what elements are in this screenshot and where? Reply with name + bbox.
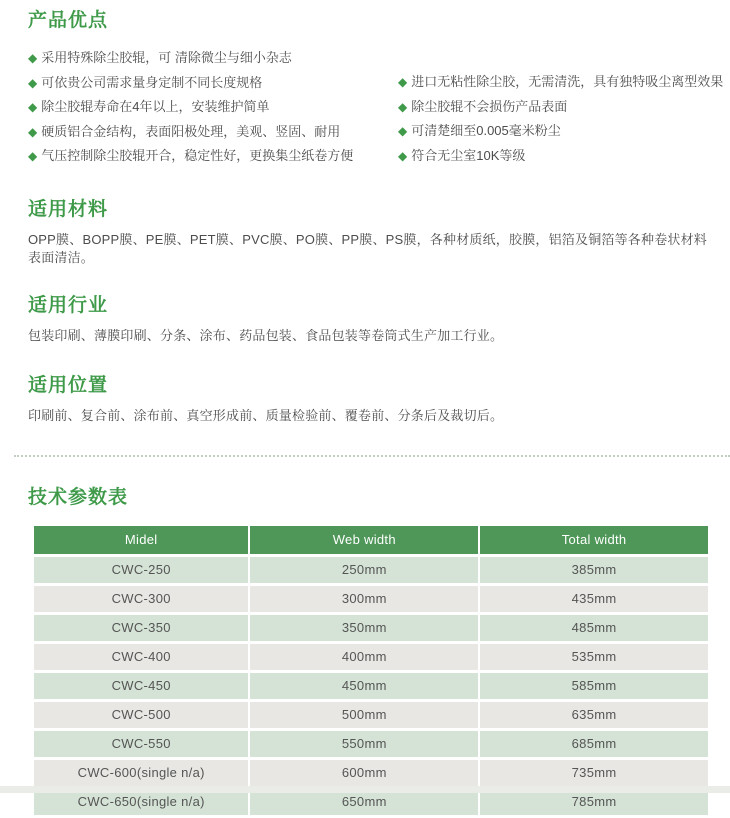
advantage-item — [398, 144, 723, 169]
table-row — [34, 702, 708, 728]
section-specs — [28, 485, 710, 818]
section-title-materials: 适用材料 — [28, 198, 109, 220]
section-advantages — [28, 8, 724, 169]
advantage-text: 硬质铝合金结构，表面阳极处理，美观、竖固、耐用 — [41, 123, 341, 139]
advantage-item — [28, 120, 398, 145]
advantage-text: 除尘胶辊不会损伤产品表面 — [411, 98, 568, 114]
advantages-left-list — [28, 46, 398, 169]
table-cell: 250mm — [250, 557, 478, 583]
table-cell: CWC-400 — [34, 644, 248, 670]
table-row — [34, 731, 708, 757]
table-cell: 485mm — [480, 615, 708, 641]
table-row — [34, 673, 708, 699]
advantage-item — [398, 95, 723, 120]
table-cell: 550mm — [250, 731, 478, 757]
section-industries — [28, 293, 710, 345]
table-cell: 500mm — [250, 702, 478, 728]
diamond-bullet-icon: ◆ — [28, 149, 38, 163]
specs-header-cell: Midel — [34, 526, 248, 554]
diamond-bullet-icon: ◆ — [398, 99, 408, 114]
advantage-text: 除尘胶辊寿命在4年以上，安装维护简单 — [41, 99, 270, 114]
specs-table-body — [34, 557, 708, 815]
advantage-item — [28, 46, 398, 71]
table-cell: 385mm — [480, 557, 708, 583]
table-cell: CWC-500 — [34, 702, 248, 728]
table-cell: 685mm — [480, 731, 708, 757]
diamond-bullet-icon: ◆ — [398, 148, 408, 163]
advantage-item — [28, 144, 398, 169]
section-materials — [28, 197, 710, 267]
table-cell: 435mm — [480, 586, 708, 612]
section-positions — [28, 373, 710, 425]
table-cell: CWC-300 — [34, 586, 248, 612]
table-cell: CWC-550 — [34, 731, 248, 757]
diamond-bullet-icon: ◆ — [398, 75, 408, 89]
advantages-bullets — [28, 46, 724, 169]
advantage-text: 符合无尘室10K等级 — [411, 147, 526, 163]
table-row — [34, 615, 708, 641]
section-title-advantages: 产品优点 — [28, 10, 109, 31]
footer-strip — [0, 786, 730, 793]
table-cell: 635mm — [480, 702, 708, 728]
specs-header-cell: Web width — [250, 526, 478, 554]
advantage-text: 进口无粘性除尘胶，无需清洗，具有独特吸尘离型效果 — [411, 74, 724, 89]
materials-text: OPP膜、BOPP膜、PE膜、PET膜、PVC膜、PO膜、PP膜、PS膜，各种材质纸，胶膜，铝箔及铜箔等各种卷状材料表面清洁。 — [28, 231, 707, 265]
diamond-bullet-icon: ◆ — [28, 100, 38, 114]
advantages-right-list — [398, 70, 723, 169]
section-title-specs: 技术参数表 — [28, 486, 129, 508]
diamond-bullet-icon: ◆ — [28, 75, 38, 90]
advantage-item — [28, 71, 398, 96]
table-row — [34, 644, 708, 670]
table-cell: CWC-250 — [34, 557, 248, 583]
advantage-text: 气压控制除尘胶辊开合，稳定性好，更换集尘纸卷方便 — [41, 148, 354, 163]
table-row — [34, 760, 708, 786]
table-cell: 735mm — [480, 760, 708, 786]
table-row — [34, 586, 708, 612]
advantage-text: 可清楚细至0.005毫米粉尘 — [411, 123, 561, 138]
table-cell: 400mm — [250, 644, 478, 670]
table-cell: 785mm — [480, 789, 708, 815]
table-cell: CWC-600(single n/a) — [34, 760, 248, 786]
section-title-industries: 适用行业 — [28, 294, 109, 316]
table-cell: CWC-350 — [34, 615, 248, 641]
table-row — [34, 557, 708, 583]
table-cell: 300mm — [250, 586, 478, 612]
dotted-divider — [14, 455, 730, 457]
table-cell: 450mm — [250, 673, 478, 699]
industries-text: 包装印刷、薄膜印刷、分条、涂布、药品包装、食品包装等卷筒式生产加工行业。 — [28, 327, 504, 343]
table-cell: 600mm — [250, 760, 478, 786]
table-cell: 650mm — [250, 789, 478, 815]
advantage-text: 可依贵公司需求量身定制不同长度规格 — [41, 74, 263, 90]
table-cell: 350mm — [250, 615, 478, 641]
specs-table-header-row — [34, 526, 708, 554]
table-cell: 585mm — [480, 673, 708, 699]
diamond-bullet-icon: ◆ — [28, 51, 38, 65]
advantage-text: 采用特殊除尘胶辊，可 清除微尘与细小杂志 — [41, 50, 292, 65]
diamond-bullet-icon: ◆ — [398, 124, 408, 138]
table-cell: 535mm — [480, 644, 708, 670]
table-cell: CWC-650(single n/a) — [34, 789, 248, 815]
diamond-bullet-icon: ◆ — [28, 124, 38, 139]
section-title-positions: 适用位置 — [28, 374, 109, 396]
positions-text: 印刷前、复合前、涂布前、真空形成前、质量检验前、覆卷前、分条后及裁切后。 — [28, 407, 504, 423]
specs-table — [32, 523, 710, 818]
advantage-item — [398, 70, 723, 95]
table-cell: CWC-450 — [34, 673, 248, 699]
specs-header-cell: Total width — [480, 526, 708, 554]
advantage-item — [28, 95, 398, 120]
advantage-item — [398, 119, 723, 144]
